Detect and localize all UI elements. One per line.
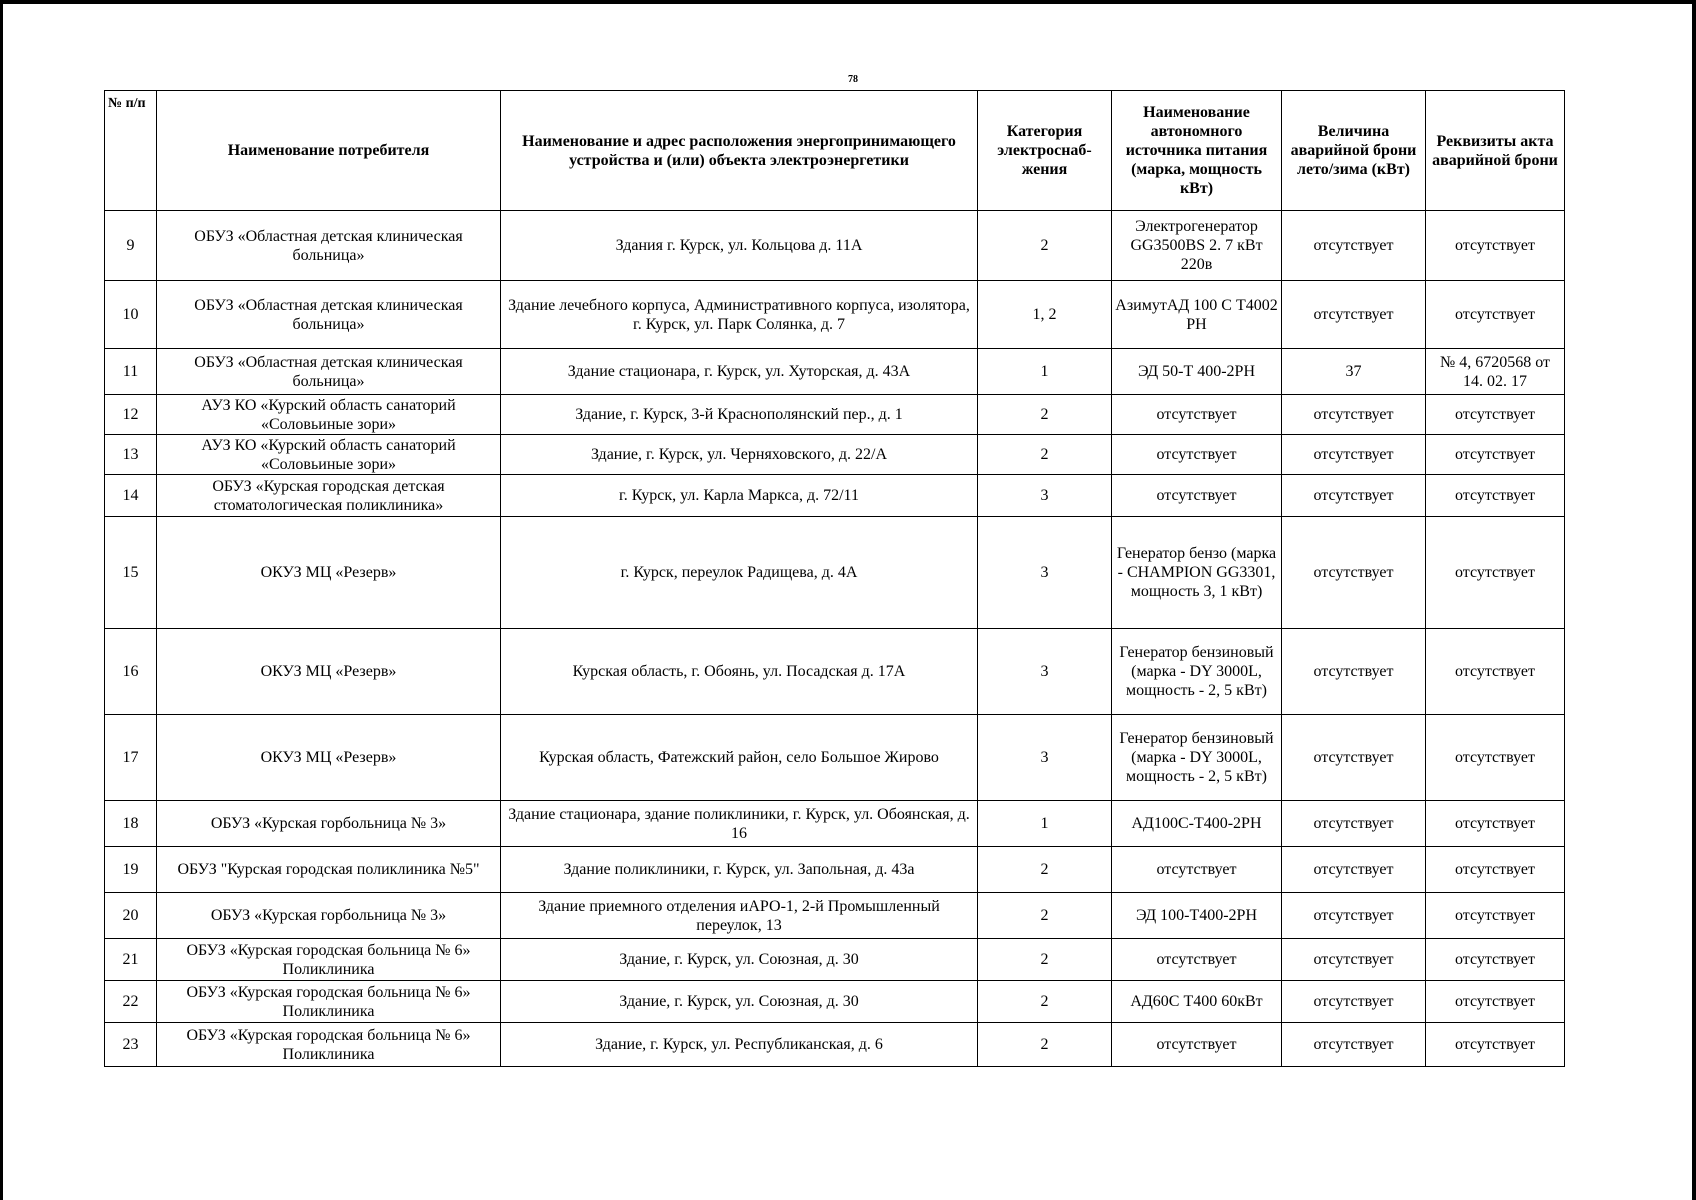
cell-consumer: ОБУЗ «Курская горбольница № 3» <box>157 893 501 939</box>
table-row <box>105 517 1565 629</box>
table-header <box>105 91 1565 211</box>
table-body <box>105 211 1565 1067</box>
cell-category: 2 <box>978 847 1112 893</box>
cell-source: Генератор бензиновый (марка - DY 3000L, мощность - 2, 5 кВт) <box>1112 629 1282 715</box>
cell-consumer: АУЗ КО «Курский область санаторий «Соловьиные зори» <box>157 435 501 475</box>
table-row <box>105 211 1565 281</box>
cell-consumer: ОКУЗ МЦ «Резерв» <box>157 715 501 801</box>
cell-reserve: отсутствует <box>1282 475 1426 517</box>
cell-num: 10 <box>105 281 157 349</box>
table-row <box>105 981 1565 1023</box>
cell-act: № 4, 6720568 от 14. 02. 17 <box>1426 349 1565 395</box>
cell-source: отсутствует <box>1112 475 1282 517</box>
cell-source: ЭД 50-Т 400-2РН <box>1112 349 1282 395</box>
cell-source: АД100С-Т400-2РН <box>1112 801 1282 847</box>
table-row <box>105 893 1565 939</box>
cell-act: отсутствует <box>1426 281 1565 349</box>
cell-category: 3 <box>978 715 1112 801</box>
cell-act: отсутствует <box>1426 847 1565 893</box>
cell-category: 1 <box>978 801 1112 847</box>
cell-consumer: ОБУЗ «Курская городская больница № 6» Поликлиника <box>157 981 501 1023</box>
cell-address: Здания г. Курск, ул. Кольцова д. 11А <box>501 211 978 281</box>
cell-category: 2 <box>978 395 1112 435</box>
cell-act: отсутствует <box>1426 435 1565 475</box>
cell-source: отсутствует <box>1112 395 1282 435</box>
cell-num: 23 <box>105 1023 157 1067</box>
cell-consumer: ОБУЗ «Курская городская больница № 6» Поликлиника <box>157 1023 501 1067</box>
consumers-table <box>104 90 1565 1067</box>
cell-act: отсутствует <box>1426 517 1565 629</box>
table-row <box>105 395 1565 435</box>
cell-consumer: ОКУЗ МЦ «Резерв» <box>157 629 501 715</box>
header-source: Наименование автономного источника питания (марка, мощность кВт) <box>1112 91 1282 211</box>
cell-category: 2 <box>978 981 1112 1023</box>
scan-edge-left <box>0 0 3 1200</box>
cell-category: 3 <box>978 475 1112 517</box>
cell-address: Курская область, г. Обоянь, ул. Посадская д. 17А <box>501 629 978 715</box>
cell-act: отсутствует <box>1426 715 1565 801</box>
cell-category: 2 <box>978 435 1112 475</box>
table-row <box>105 1023 1565 1067</box>
cell-num: 15 <box>105 517 157 629</box>
cell-source: отсутствует <box>1112 939 1282 981</box>
cell-num: 13 <box>105 435 157 475</box>
cell-address: Здание приемного отделения иАРО-1, 2-й Промышленный переулок, 13 <box>501 893 978 939</box>
cell-act: отсутствует <box>1426 939 1565 981</box>
header-reserve: Величина аварийной брони лето/зима (кВт) <box>1282 91 1426 211</box>
cell-num: 11 <box>105 349 157 395</box>
cell-num: 19 <box>105 847 157 893</box>
table-row <box>105 281 1565 349</box>
cell-num: 12 <box>105 395 157 435</box>
header-category: Категория электроснаб-жения <box>978 91 1112 211</box>
cell-consumer: ОБУЗ «Курская городская детская стоматологическая поликлиника» <box>157 475 501 517</box>
cell-num: 17 <box>105 715 157 801</box>
cell-category: 1, 2 <box>978 281 1112 349</box>
cell-source: АзимутАД 100 С Т4002 РН <box>1112 281 1282 349</box>
header-num: № п/п <box>105 91 157 211</box>
table-row <box>105 475 1565 517</box>
cell-source: Генератор бензиновый (марка - DY 3000L, мощность - 2, 5 кВт) <box>1112 715 1282 801</box>
cell-source: отсутствует <box>1112 847 1282 893</box>
cell-source: отсутствует <box>1112 1023 1282 1067</box>
cell-act: отсутствует <box>1426 475 1565 517</box>
header-row <box>105 91 1565 211</box>
cell-consumer: ОБУЗ «Курская городская больница № 6» Поликлиника <box>157 939 501 981</box>
cell-category: 3 <box>978 517 1112 629</box>
cell-consumer: ОБУЗ "Курская городская поликлиника №5" <box>157 847 501 893</box>
cell-consumer: ОБУЗ «Областная детская клиническая больница» <box>157 211 501 281</box>
cell-category: 2 <box>978 211 1112 281</box>
header-act: Реквизиты акта аварийной брони <box>1426 91 1565 211</box>
cell-address: Здание лечебного корпуса, Административного корпуса, изолятора, г. Курск, ул. Парк Солянка, д. 7 <box>501 281 978 349</box>
cell-num: 22 <box>105 981 157 1023</box>
cell-source: АД60С Т400 60кВт <box>1112 981 1282 1023</box>
cell-address: Здание, г. Курск, ул. Союзная, д. 30 <box>501 939 978 981</box>
header-consumer: Наименование потребителя <box>157 91 501 211</box>
cell-address: г. Курск, переулок Радищева, д. 4А <box>501 517 978 629</box>
table-row <box>105 349 1565 395</box>
cell-reserve: отсутствует <box>1282 893 1426 939</box>
cell-reserve: отсутствует <box>1282 517 1426 629</box>
cell-reserve: отсутствует <box>1282 281 1426 349</box>
cell-source: ЭД 100-Т400-2РН <box>1112 893 1282 939</box>
cell-address: Здание, г. Курск, ул. Союзная, д. 30 <box>501 981 978 1023</box>
header-address: Наименование и адрес расположения энергопринимающего устройства и (или) объекта электроэнергетики <box>501 91 978 211</box>
cell-source: Генератор бензо (марка - CHAMPION GG3301, мощность 3, 1 кВт) <box>1112 517 1282 629</box>
cell-num: 21 <box>105 939 157 981</box>
cell-address: Здание поликлиники, г. Курск, ул. Запольная, д. 43а <box>501 847 978 893</box>
cell-reserve: отсутствует <box>1282 435 1426 475</box>
cell-act: отсутствует <box>1426 629 1565 715</box>
cell-act: отсутствует <box>1426 981 1565 1023</box>
cell-num: 9 <box>105 211 157 281</box>
cell-consumer: АУЗ КО «Курский область санаторий «Соловьиные зори» <box>157 395 501 435</box>
cell-act: отсутствует <box>1426 893 1565 939</box>
cell-address: Здание, г. Курск, 3-й Краснополянский пер., д. 1 <box>501 395 978 435</box>
cell-category: 3 <box>978 629 1112 715</box>
cell-reserve: отсутствует <box>1282 629 1426 715</box>
cell-num: 16 <box>105 629 157 715</box>
cell-num: 18 <box>105 801 157 847</box>
cell-reserve: 37 <box>1282 349 1426 395</box>
table-row <box>105 715 1565 801</box>
cell-address: Курская область, Фатежский район, село Большое Жирово <box>501 715 978 801</box>
cell-address: Здание, г. Курск, ул. Республиканская, д. 6 <box>501 1023 978 1067</box>
cell-address: г. Курск, ул. Карла Маркса, д. 72/11 <box>501 475 978 517</box>
table-row <box>105 847 1565 893</box>
cell-num: 14 <box>105 475 157 517</box>
cell-reserve: отсутствует <box>1282 715 1426 801</box>
cell-act: отсутствует <box>1426 395 1565 435</box>
cell-consumer: ОБУЗ «Курская горбольница № 3» <box>157 801 501 847</box>
cell-address: Здание стационара, здание поликлиники, г. Курск, ул. Обоянская, д. 16 <box>501 801 978 847</box>
cell-reserve: отсутствует <box>1282 801 1426 847</box>
cell-reserve: отсутствует <box>1282 847 1426 893</box>
cell-category: 2 <box>978 1023 1112 1067</box>
cell-act: отсутствует <box>1426 801 1565 847</box>
cell-consumer: ОБУЗ «Областная детская клиническая больница» <box>157 281 501 349</box>
cell-reserve: отсутствует <box>1282 939 1426 981</box>
cell-category: 1 <box>978 349 1112 395</box>
scan-edge-top <box>0 0 1696 4</box>
cell-address: Здание, г. Курск, ул. Черняховского, д. 22/А <box>501 435 978 475</box>
cell-reserve: отсутствует <box>1282 1023 1426 1067</box>
cell-consumer: ОКУЗ МЦ «Резерв» <box>157 517 501 629</box>
cell-reserve: отсутствует <box>1282 211 1426 281</box>
cell-act: отсутствует <box>1426 211 1565 281</box>
cell-source: отсутствует <box>1112 435 1282 475</box>
table-row <box>105 629 1565 715</box>
scan-edge-right <box>1692 0 1696 1200</box>
cell-num: 20 <box>105 893 157 939</box>
cell-reserve: отсутствует <box>1282 981 1426 1023</box>
cell-address: Здание стационара, г. Курск, ул. Хуторская, д. 43А <box>501 349 978 395</box>
table-row <box>105 939 1565 981</box>
table-row <box>105 435 1565 475</box>
cell-source: Электрогенератор GG3500BS 2. 7 кВт 220в <box>1112 211 1282 281</box>
cell-consumer: ОБУЗ «Областная детская клиническая больница» <box>157 349 501 395</box>
cell-category: 2 <box>978 893 1112 939</box>
cell-act: отсутствует <box>1426 1023 1565 1067</box>
page-number: 78 <box>848 74 858 85</box>
cell-reserve: отсутствует <box>1282 395 1426 435</box>
table-row <box>105 801 1565 847</box>
cell-category: 2 <box>978 939 1112 981</box>
